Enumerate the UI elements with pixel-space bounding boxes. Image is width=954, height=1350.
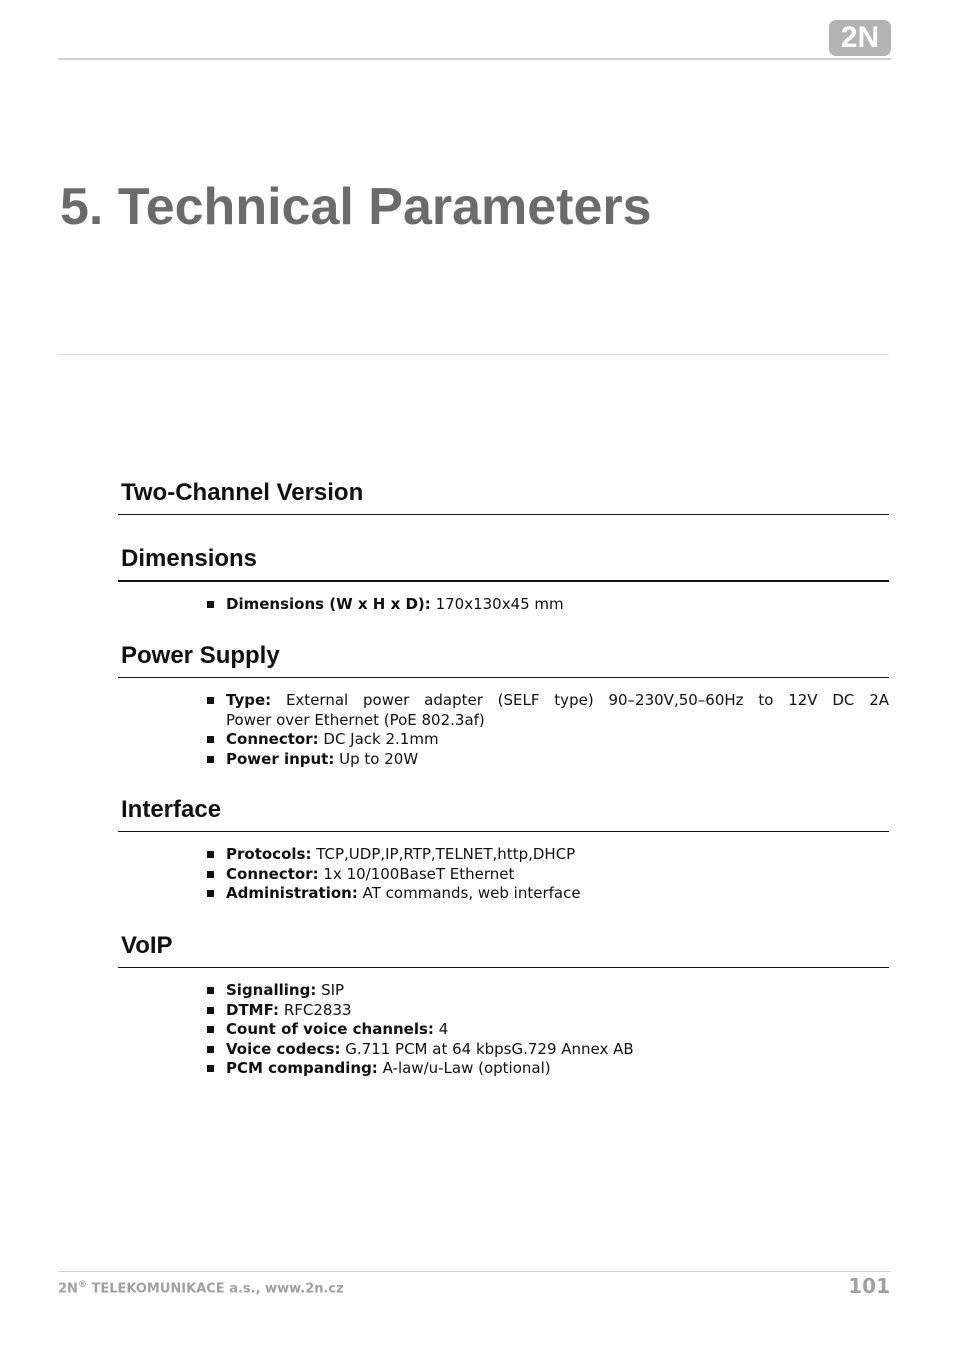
- list-item: [226, 730, 889, 750]
- item-value: TCP,UDP,IP,RTP,TELNET,http,DHCP: [316, 845, 576, 863]
- registered-mark: ®: [77, 1280, 87, 1290]
- item-value: A-law/u-Law (optional): [382, 1059, 551, 1077]
- bullet-icon: [207, 871, 214, 878]
- item-key: Protocols:: [226, 845, 312, 863]
- item-key: Signalling:: [226, 981, 317, 999]
- item-value-line2: Power over Ethernet (PoE 802.3af): [226, 710, 485, 729]
- list-item: [226, 845, 889, 865]
- item-value: 1x 10/100BaseT Ethernet: [323, 864, 515, 883]
- section-power-supply: [118, 641, 889, 769]
- item-key: Power input:: [226, 749, 335, 768]
- page-number: 101: [848, 1274, 890, 1298]
- list-item: [226, 981, 889, 1001]
- bullet-icon: [207, 736, 214, 743]
- section-heading: VoIP: [118, 931, 889, 968]
- section-heading: Two-Channel Version: [118, 478, 889, 515]
- item-key: DTMF:: [226, 1000, 280, 1019]
- chapter-rule: [58, 354, 889, 355]
- item-key: Connector:: [226, 730, 319, 748]
- bullet-icon: [207, 851, 214, 858]
- voip-list: [118, 968, 889, 1079]
- section-interface: [118, 795, 889, 904]
- item-value: AT commands, web interface: [362, 884, 581, 902]
- item-value: SIP: [321, 981, 345, 999]
- footer-company-prefix: 2N: [58, 1281, 78, 1297]
- item-key: Voice codecs:: [226, 1039, 341, 1058]
- section-voip: [118, 931, 889, 1079]
- item-key: Count of voice channels:: [226, 1020, 434, 1038]
- logo-text: 2N: [840, 21, 880, 54]
- list-item: [226, 691, 889, 730]
- item-value: External power adapter (SELF type) 90–230V,50–60Hz to 12V DC 2A: [285, 691, 889, 709]
- bullet-icon: [207, 697, 214, 704]
- section-heading: Interface: [118, 795, 889, 832]
- item-key: Type:: [226, 691, 272, 709]
- item-key: PCM companding:: [226, 1059, 378, 1077]
- item-value: DC Jack 2.1mm: [323, 730, 439, 748]
- list-item: [226, 750, 889, 770]
- item-key: Dimensions (W x H x D):: [226, 595, 431, 613]
- list-item: [226, 1020, 889, 1040]
- item-key: Administration:: [226, 884, 358, 902]
- item-key: Connector:: [226, 864, 319, 883]
- item-value: Up to 20W: [339, 749, 419, 768]
- bullet-icon: [207, 756, 214, 763]
- footer-company-rest: TELEKOMUNIKACE a.s., www.2n.cz: [86, 1281, 344, 1297]
- list-item: [226, 865, 889, 885]
- item-value: G.711 PCM at 64 kbpsG.729 Annex AB: [345, 1039, 634, 1058]
- interface-list: [118, 832, 889, 904]
- bullet-icon: [207, 1065, 214, 1072]
- bullet-icon: [207, 601, 214, 608]
- item-value: RFC2833: [283, 1000, 352, 1019]
- list-item: [226, 595, 889, 615]
- footer-rule: [58, 1271, 891, 1272]
- section-two-channel-version: [118, 478, 889, 515]
- bullet-icon: [207, 1046, 214, 1053]
- section-heading: Dimensions: [118, 544, 889, 582]
- list-item: [226, 884, 889, 904]
- bullet-icon: [207, 890, 214, 897]
- company-logo: [829, 20, 891, 56]
- header-rule: [58, 58, 891, 60]
- dimensions-list: [118, 582, 889, 615]
- chapter-title: 5. Technical Parameters: [60, 178, 652, 236]
- bullet-icon: [207, 987, 214, 994]
- list-item: [226, 1059, 889, 1079]
- item-value: 170x130x45 mm: [435, 595, 564, 613]
- list-item: [226, 1040, 889, 1060]
- item-value: 4: [438, 1020, 449, 1038]
- bullet-icon: [207, 1007, 214, 1014]
- section-heading: Power Supply: [118, 641, 889, 678]
- bullet-icon: [207, 1026, 214, 1033]
- footer-company: [58, 1280, 344, 1296]
- power-supply-list: [118, 678, 889, 769]
- list-item: [226, 1001, 889, 1021]
- section-dimensions: [118, 544, 889, 615]
